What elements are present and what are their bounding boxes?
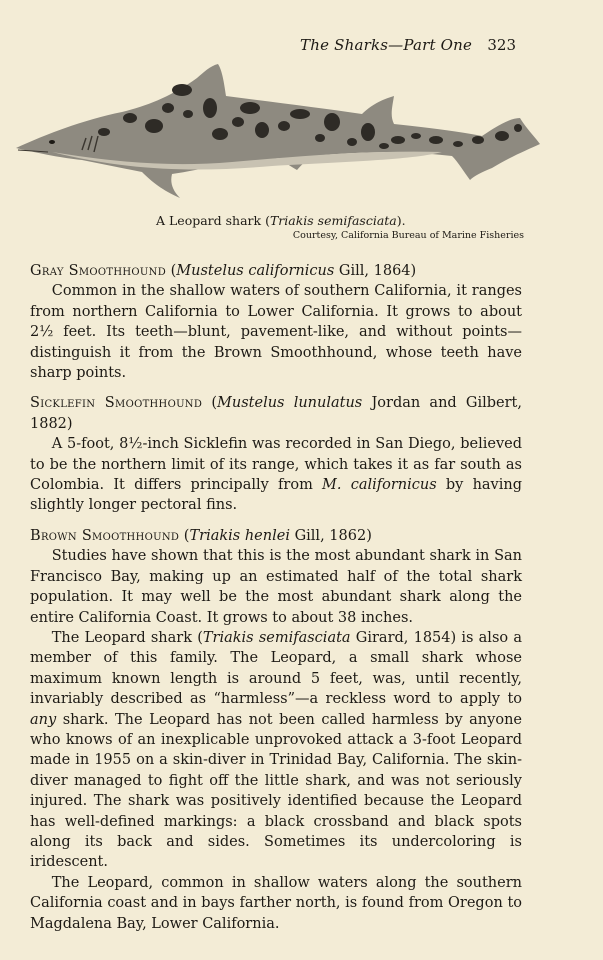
entry-text-brown-smoothhound: Studies have shown that this is the most abundant shark in San Francisco Bay, making up an estimated half of the total shark population. It may well be the most abundant shark along the entire California Coast. It grows to about 38 inches. <box>30 548 522 626</box>
caption-species: Triakis semifasciata <box>269 213 397 228</box>
page-body <box>30 261 522 934</box>
entry-text-gray-smoothhound: Common in the shallow waters of southern California, it ranges from northern California to Lower California. It grows to about 2½ feet. Its teeth—blunt, pavement-like, and without points—distinguish it from the Brown Smoothhound, whose teeth have sharp points. <box>30 283 522 382</box>
leopard-paragraph-1: The Leopard shark (Triakis semifasciata Girard, 1854) is also a member of this family. The Leopard, a small shark whose maximum known length is around 5 feet, was, until recently, invariably described as “harmless”—a reckless word to apply to any shark. The Leopard has not been called harmless by anyone who knows of an inexplicable unprovoked attack a 3-foot Leopard made in 1955 on a skin-diver in Trinidad Bay, California. The skin-diver managed to fight off the little shark, and was not seriously injured. The shark was positively identified because the Leopard has well-defined markings: a black crossband and black spots along its back and sides. Sometimes its undercoloring is iridescent. <box>30 629 522 871</box>
entry-heading-brown-smoothhound: Brown Smoothhound (Triakis henlei Gill, 1862) <box>30 527 372 544</box>
running-title: The Sharks—Part One <box>300 36 473 54</box>
leopard-paragraph-2: The Leopard, common in shallow waters along the southern California coast and in bays farther north, is found from Oregon to Magdalena Bay, Lower California. <box>30 874 522 932</box>
page-number: 323 <box>487 36 516 54</box>
entry-heading-sicklefin-smoothhound: Sicklefin Smoothhound (Mustelus lunulatus Jordan and Gilbert, 1882) <box>30 395 522 432</box>
figure-credit: Courtesy, California Bureau of Marine Fisheries <box>292 230 524 241</box>
leopard-shark-illustration <box>12 56 552 202</box>
entry-text-sicklefin-smoothhound: A 5-foot, 8½-inch Sicklefin was recorded in San Diego, believed to be the northern limit of its range, which takes it as far south as Colombia. It differs principally from M. californicus by having slightly longer pectoral fins. <box>30 436 523 514</box>
page-header <box>300 36 516 56</box>
entry-heading-gray-smoothhound: Gray Smoothhound (Mustelus californicus Gill, 1864) <box>30 263 417 279</box>
figure-caption <box>156 213 406 228</box>
caption-suffix: ). <box>396 213 406 228</box>
shark-eye <box>49 140 55 144</box>
shark-body <box>16 64 540 198</box>
caption-prefix: A Leopard shark ( <box>156 213 270 228</box>
